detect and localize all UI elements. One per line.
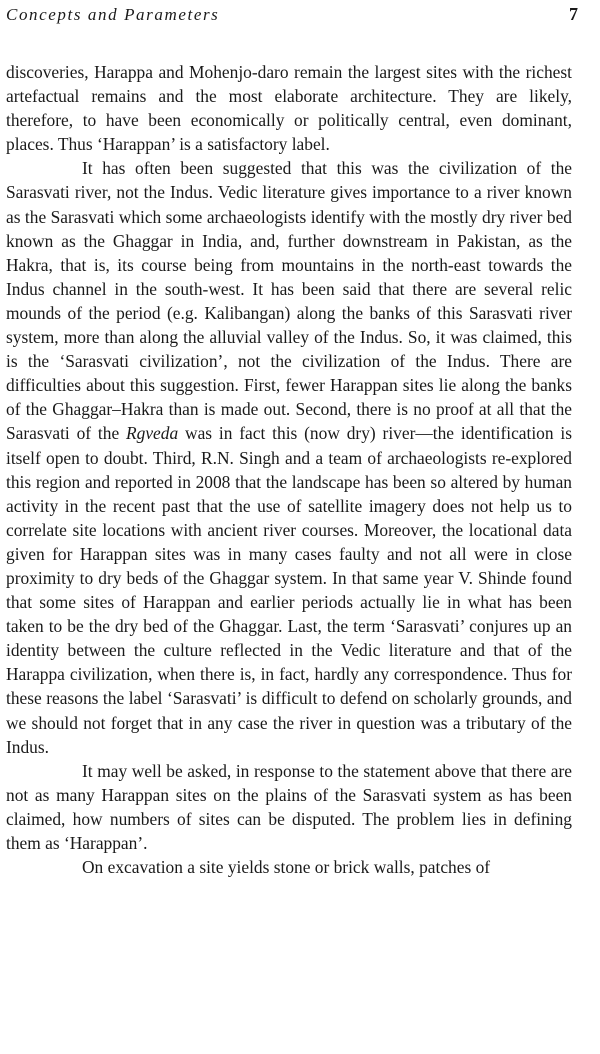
paragraph-sarasvati-part-1: It has often been suggested that this was the civilization of the Sarasvati river, not the Indus. Vedic literature gives importance to a river known as the Sarasvati which some archaeologists identify with the mostly dry river bed known as the Ghaggar in India, and, further downstream in Pakistan, as the Hakra, that is, its course being from mountains in the north-east towards the Indus channel in the south-west. It has been said that there are several relic mounds of the period (e.g. Kalibangan) along the banks of this Sarasvati river system, more than along the alluvial valley of the Indus. So, it was claimed, this is the ‘Sarasvati civilization’, not the civilization of the Indus. There are difficulties about this suggestion. First, fewer Harappan sites lie along the banks of the Ghaggar–Hakra than is made out. Second, there is no proof at all that the Sarasvati of the xyxy=(6,158,572,444)
body-text xyxy=(6,60,572,879)
page-number: 7 xyxy=(569,4,578,24)
paragraph-response: It may well be asked, in response to the statement above that there are not as many Harappan sites on the plains of the Sarasvati system as has been claimed, how numbers of sites can be disputed. The problem lies in defining them as ‘Harappan’. xyxy=(6,760,572,853)
rgveda-italic: Rgveda xyxy=(126,423,179,444)
paragraph-sarasvati xyxy=(6,156,572,758)
paragraph-excavation: On excavation a site yields stone or brick walls, patches of xyxy=(82,857,491,878)
running-head: Concepts and Parameters xyxy=(6,5,220,24)
paragraph-continuation: discoveries, Harappa and Mohenjo-daro remain the largest sites with the richest artefactual remains and the most elaborate architecture. They are likely, therefore, to have been economically or politically central, even dominant, places. Thus ‘Harappan’ is a satisfactory label. xyxy=(6,62,572,155)
paragraph-sarasvati-part-2: was in fact this (now dry) river—the identification is itself open to doubt. Third, R.N. Singh and a team of archaeologists re-explored this region and reported in 2008 that the landscape has been so altered by human activity in the recent past that the use of satellite imagery does not help us to correlate site locations with ancient river courses. Moreover, the locational data given for Harappan sites was in many cases faulty and not all were in close proximity to dry beds of the Ghaggar system. In that same year V. Shinde found that some sites of Harappan and earlier periods actually lie in what has been taken to be the dry bed of the Ghaggar. Last, the term ‘Sarasvati’ conjures up an identity between the culture reflected in the Vedic literature and that of the Harappa civilization, when there is, in fact, hardly any correspondence. Thus for these reasons the label ‘Sarasvati’ is difficult to defend on scholarly grounds, and we should not forget that in any case the river in question was a tributary of the Indus. xyxy=(6,423,572,757)
